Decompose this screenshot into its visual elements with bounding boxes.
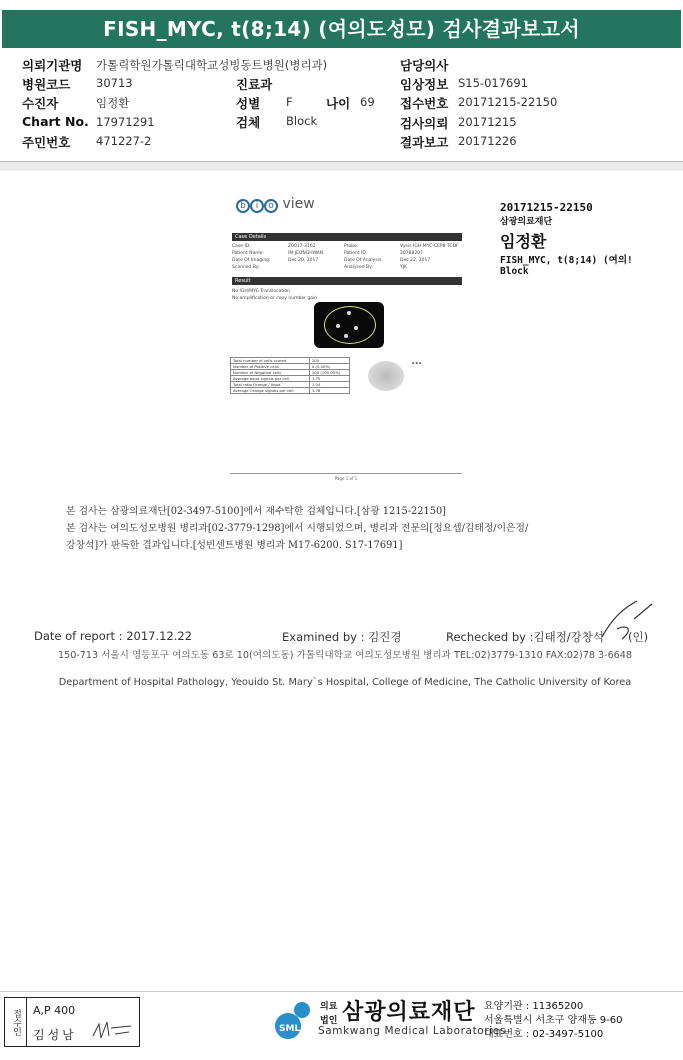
patient-label: 수진자 [22,96,59,111]
sex-value: F [286,95,293,109]
result-text: No IGH/MYC Translocation No amplification or copy number gain [232,289,318,301]
org-contact: 요양기관 : 11365200 서울특별시 서초구 양재동 9-60 대표번호 : 02-3497-5100 [484,1001,623,1040]
hosp-code-value: 30713 [96,76,133,90]
sml-logo-icon [272,996,318,1042]
seal-mark: (인) [628,630,649,644]
scanned-document [0,171,683,991]
signature-scribble [592,599,662,649]
report-title: FISH_MYC, t(8;14) (여의도성모) 검사결과보고서 [2,10,681,48]
specimen-value: Block [286,114,318,128]
confirmation-text: 본 검사는 삼광의료재단[02-3497-5100]에서 재수탁한 검체입니다.[삼광 1215-22150] 본 검사는 여의도성모병원 병리과[02-3779-1298]에서 시행되었으며, 병리과 전문의[정요셉/김태정/이은정/ 강창석]가 판독한 결과입니다.[성빈센트병원 병리과 M17-6200. S17-17691] [66,506,529,551]
sex-label: 성별 [236,96,261,111]
clinical-label: 임상정보 [400,77,449,92]
req-org-value: 가톨릭학원가톨릭대학교성빙동트병원(병리과) [96,58,328,72]
receipt-label: 접수번호 [400,96,449,111]
age-label: 나이 [326,96,351,111]
clinical-value: S15-017691 [458,76,528,90]
org-name: 삼광의료재단 [342,1000,476,1025]
section-divider [0,161,683,171]
svg-text:SML: SML [279,1024,301,1034]
specimen-label: 20171215-22150 삼광의료재단 임정환 FISH_MYC, t(8;14) (여의! Block [500,201,633,277]
patient-info [0,48,683,158]
examined-by: Examined by : 김진경 [282,630,402,644]
rrn-label: 주민번호 [22,135,71,150]
case-meta: Case ID: Z0017-3162 Probe: Vysis IGH-MYC-CEP8 TCDF Patient Name: IM JEONGHWAN Patient ID: 20788207 Date Of Imaging: Dec 20, 2017 Date Of Analysis: Dec 22, 2017 Scanned By: Analysed By: YJK [232,244,459,270]
request-label: 검사의뢰 [400,116,449,131]
patient-value: 임정환 [96,96,130,110]
thumbnail-image [368,361,404,391]
req-org-label: 의뢰기관명 [22,58,83,73]
report-value: 20171226 [458,134,517,148]
request-value: 20171215 [458,115,517,129]
report-label: 결과보고 [400,135,449,150]
footer [0,991,683,1060]
org-type: 의료 법인 [320,1002,338,1026]
rrn-value: 471227-2 [96,134,152,148]
fish-cell-image [314,302,384,348]
fish-analysis-report [228,181,464,486]
dept-label: 진료과 [236,77,273,92]
result-header: Result [232,277,462,285]
specimen-label: 검체 [236,115,261,130]
age-value: 69 [360,95,375,109]
receipt-value: 20171215-22150 [458,95,558,109]
thumbnail-legend: ▪ ▪ ▪ [412,361,422,365]
scan-page-footer: Page 1 of 1 [230,473,462,481]
chart-label: Chart No. [22,114,89,129]
stamp-signature [91,1018,135,1042]
hospital-address: 150-713 서울시 영등포구 여의도동 63로 10(여의도동) 가톨릭대학교 여의도성모병원 병리과 TEL:02)3779-1310 FAX:02)78 3-6648 [58,650,632,661]
report-date: Date of report : 2017.12.22 [34,629,193,643]
rechecked-by: Rechecked by :김태정/강창석 [446,630,605,644]
doctor-label: 담당의사 [400,58,449,73]
chart-value: 17971291 [96,115,155,129]
org-english-name: Samkwang Medical Laboratories [318,1025,506,1037]
hosp-code-label: 병원코드 [22,77,71,92]
bioview-logo: b i o view [236,196,315,213]
signal-table: Total number of cells scored 200 Number of Positive cells 0 (0.00%) Number of Negative cells 200 (100.00%) Average aqua signals per cell 1.75 Total ratio Orange / Aqua 1.04 Average Orange signals per cell 1.78 [230,357,350,394]
case-details-header: Case Details [232,233,462,241]
receipt-stamp: 접수인 A,P 400 김성남 [4,997,140,1047]
hospital-department: Department of Hospital Pathology, Yeouido St. Mary`s Hospital, College of Medicine, The Catholic University of Korea [58,677,632,688]
